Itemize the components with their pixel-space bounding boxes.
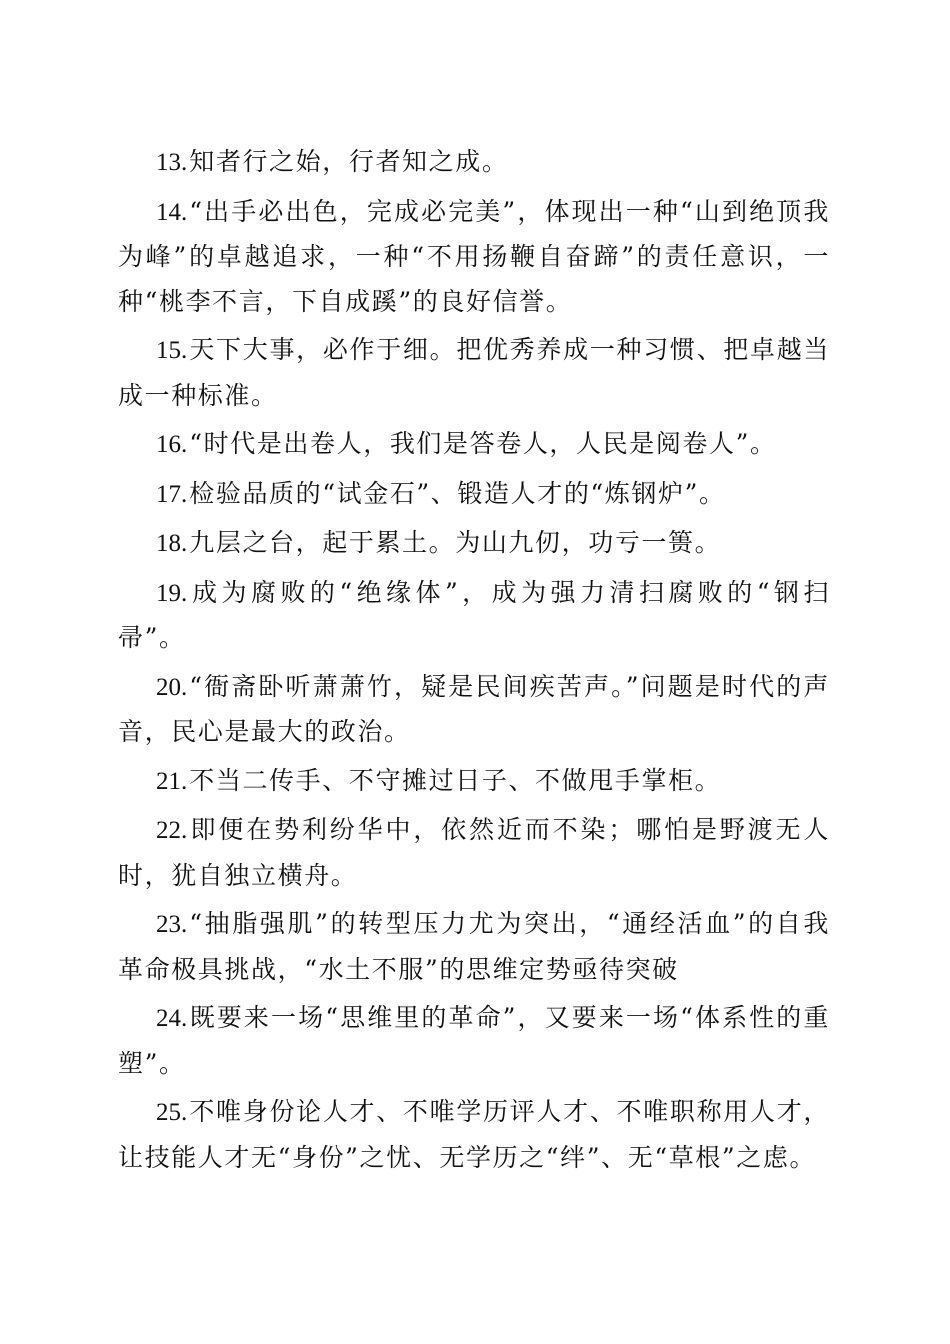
list-item xyxy=(118,902,830,992)
item-text: 九层之台，起于累土。为山九仞，功亏一篑。 xyxy=(189,528,722,557)
item-text: 不当二传手、不守摊过日子、不做甩手掌柜。 xyxy=(189,765,722,795)
list-item xyxy=(118,521,830,567)
item-text: 天下大事，必作于细。把优秀养成一种习惯、把卓越当成一种标准。 xyxy=(118,335,830,410)
list-item xyxy=(118,665,830,755)
item-text: 成为腐败的“绝缘体”，成为强力清扫腐败的“钢扫帚”。 xyxy=(118,577,830,652)
item-text: “时代是出卷人，我们是答卷人，人民是阅卷人”。 xyxy=(189,429,777,458)
list-item xyxy=(118,472,830,518)
item-number: 17. xyxy=(156,480,188,508)
item-number: 13. xyxy=(156,149,188,176)
item-text: 即便在势利纷华中，依然近而不染；哪怕是野渡无人时，犹自独立横舟。 xyxy=(118,815,830,890)
item-text: 不唯身份论人才、不唯学历评人才、不唯职称用人才，让技能人才无“身份”之忧、无学历之“绊”、无“草根”之虑。 xyxy=(118,1097,830,1172)
list-item xyxy=(118,996,830,1086)
list-item xyxy=(118,190,830,325)
list-item xyxy=(118,759,830,805)
list-item xyxy=(118,422,830,468)
list-item xyxy=(118,328,830,418)
item-number: 15. xyxy=(156,337,188,364)
item-text: “出手必出色，完成必完美”，体现出一种“山到绝顶我为峰”的卓越追求，一种“不用扬鞭自奋蹄”的责任意识，一种“桃李不言，下自成蹊”的良好信誉。 xyxy=(118,196,830,316)
list-item xyxy=(118,571,830,661)
item-number: 21. xyxy=(156,767,188,795)
item-number: 18. xyxy=(156,530,188,557)
document-body xyxy=(118,140,830,1184)
item-number: 19. xyxy=(156,579,188,607)
item-number: 22. xyxy=(156,817,188,844)
list-item xyxy=(118,1090,830,1180)
item-text: “衙斋卧听萧萧竹，疑是民间疾苦声。”问题是时代的声音，民心是最大的政治。 xyxy=(118,671,830,746)
item-text: 检验品质的“试金石”、锻造人才的“炼钢炉”。 xyxy=(189,478,726,508)
item-text: “抽脂强肌”的转型压力尤为突出，“通经活血”的自我革命极具挑战，“水土不服”的思维定势亟待突破 xyxy=(118,909,830,984)
list-item xyxy=(118,808,830,898)
item-number: 14. xyxy=(156,198,188,226)
item-text: 知者行之始，行者知之成。 xyxy=(189,147,509,176)
list-item xyxy=(118,140,830,186)
item-number: 16. xyxy=(156,431,188,458)
item-number: 24. xyxy=(156,1005,188,1032)
item-number: 23. xyxy=(156,911,188,938)
item-number: 25. xyxy=(156,1099,188,1126)
item-number: 20. xyxy=(156,673,188,701)
item-text: 既要来一场“思维里的革命”，又要来一场“体系性的重塑”。 xyxy=(118,1003,830,1078)
